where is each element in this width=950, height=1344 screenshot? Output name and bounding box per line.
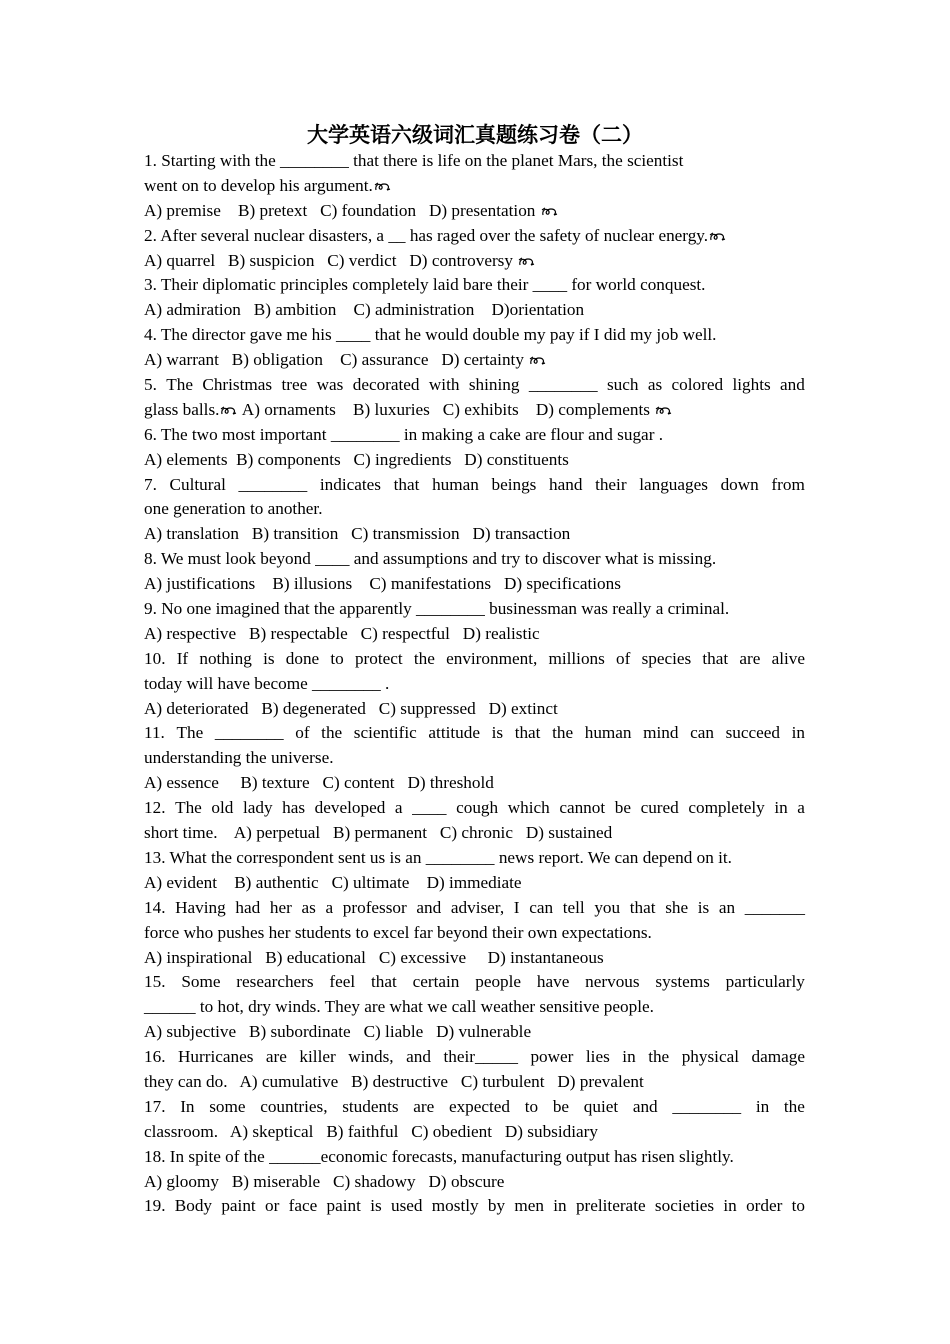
line-text: went on to develop his argument. <box>144 175 373 195</box>
text-line <box>144 995 805 1020</box>
text-line <box>144 622 805 647</box>
line-text: A) translation B) transition C) transmission D) transaction <box>144 524 571 544</box>
word: can <box>690 723 714 743</box>
word: killer <box>299 1047 336 1067</box>
word: succeed <box>725 723 780 743</box>
word: I <box>513 897 520 917</box>
word: ____ <box>412 798 447 818</box>
word: the <box>413 648 435 668</box>
text-line <box>144 796 805 821</box>
line-text: 8. We must look beyond ____ and assumptions and try to discover what is missing. <box>144 549 717 569</box>
word: such <box>606 375 639 395</box>
text-line <box>144 224 805 249</box>
word: professor <box>342 897 407 917</box>
line-text: glass balls. <box>144 399 220 419</box>
word: students <box>342 1096 399 1116</box>
text-line <box>144 323 805 348</box>
word: and <box>780 375 805 395</box>
line-text: short time. A) perpetual B) permanent C) chronic D) sustained <box>144 823 613 843</box>
paragraph-mark-icon <box>709 231 727 242</box>
word: a <box>797 798 805 818</box>
word: protect <box>354 648 403 668</box>
line-text: 1. Starting with the ________ that there is life on the planet Mars, the scientist <box>144 151 684 170</box>
word: certain <box>412 972 460 992</box>
word: the <box>321 723 343 743</box>
word: 5. <box>144 375 157 395</box>
word: she <box>665 897 689 917</box>
word: old <box>211 798 234 818</box>
text-line <box>144 1194 805 1219</box>
word: and <box>416 897 442 917</box>
word: are <box>265 1047 287 1067</box>
word: lights <box>732 375 771 395</box>
word: as <box>301 897 316 917</box>
word: be <box>614 798 631 818</box>
line-text: A) elements B) components C) ingredients D) constituents <box>144 449 569 469</box>
word: which <box>507 798 550 818</box>
word: in <box>755 1096 770 1116</box>
word: that <box>371 972 397 992</box>
line-text: 6. The two most important ________ in making a cake are flour and sugar . <box>144 424 664 444</box>
word: ________ <box>672 1096 742 1116</box>
word: winds, <box>348 1047 394 1067</box>
word: their <box>595 474 627 494</box>
word: millions <box>548 648 605 668</box>
paragraph-mark-icon <box>518 256 536 267</box>
word: that <box>702 648 729 668</box>
word: done <box>285 648 320 668</box>
line-text: A) evident B) authentic C) ultimate D) immediate <box>144 872 522 892</box>
word: Cultural <box>169 474 226 494</box>
word: developed <box>314 798 386 818</box>
word: of <box>295 723 310 743</box>
word: is <box>263 648 275 668</box>
word: Hurricanes <box>178 1047 254 1067</box>
word: 10. <box>144 648 166 668</box>
line-text: A) subjective B) subordinate C) liable D) vulnerable <box>144 1022 532 1042</box>
word: Some <box>181 972 221 992</box>
word: used <box>390 1196 423 1216</box>
word: colored <box>671 375 724 395</box>
word: that <box>629 897 656 917</box>
word: shining <box>468 375 520 395</box>
word: nothing <box>199 648 252 668</box>
word: feel <box>329 972 356 992</box>
text-line <box>144 348 805 373</box>
word: a <box>394 798 403 818</box>
word: has <box>282 798 306 818</box>
word: in <box>553 1196 567 1216</box>
word: paint <box>221 1196 256 1216</box>
line-text: understanding the universe. <box>144 748 334 768</box>
line-text: today will have become ________ . <box>144 673 390 693</box>
text-line <box>144 547 805 572</box>
word: lady <box>242 798 273 818</box>
text-line <box>144 1045 805 1070</box>
text-line <box>144 970 805 995</box>
text-line <box>144 398 805 423</box>
word: If <box>176 648 189 668</box>
word: 7. <box>144 474 157 494</box>
word: Christmas <box>202 375 273 395</box>
word: damage <box>751 1047 805 1067</box>
text-line <box>144 721 805 746</box>
word: had <box>235 897 261 917</box>
word: completely <box>688 798 765 818</box>
line-text: ______ to hot, dry winds. They are what we call weather sensitive people. <box>144 997 654 1017</box>
word: are <box>413 1096 435 1116</box>
line-text: A) ornaments B) luxuries C) exhibits D) complements <box>238 399 655 419</box>
word: adviser, <box>450 897 505 917</box>
text-line <box>144 1020 805 1045</box>
word: ________ <box>238 474 308 494</box>
word: mostly <box>431 1196 479 1216</box>
word: order <box>746 1196 783 1216</box>
word: by <box>487 1196 506 1216</box>
line-text: 4. The director gave me his ____ that he would double my pay if I did my job well. <box>144 325 717 345</box>
word: that <box>393 474 420 494</box>
paragraph-mark-icon <box>220 405 238 416</box>
text-line <box>144 647 805 672</box>
text-line <box>144 448 805 473</box>
word: beings <box>491 474 537 494</box>
line-text: A) warrant B) obligation C) assurance D) certainty <box>144 350 529 370</box>
text-line <box>144 1170 805 1195</box>
word: 14. <box>144 897 166 917</box>
text-line <box>144 1120 805 1145</box>
word: as <box>647 375 663 395</box>
text-line <box>144 149 805 174</box>
word: environment, <box>446 648 538 668</box>
word: tree <box>281 375 308 395</box>
line-text: 18. In spite of the ______economic forecasts, manufacturing output has risen slightly. <box>144 1146 734 1166</box>
line-text: classroom. A) skeptical B) faithful C) obedient D) subsidiary <box>144 1121 598 1141</box>
text-line <box>144 697 805 722</box>
text-line <box>144 1145 805 1170</box>
word: languages <box>639 474 708 494</box>
word: face <box>288 1196 318 1216</box>
word: from <box>771 474 805 494</box>
word: Body <box>174 1196 213 1216</box>
word: systems <box>655 972 710 992</box>
word: expected <box>448 1096 511 1116</box>
word: cough <box>456 798 499 818</box>
word: in <box>774 798 788 818</box>
text-line <box>144 199 805 224</box>
text-line <box>144 1095 805 1120</box>
word: physical <box>681 1047 739 1067</box>
text-line <box>144 572 805 597</box>
text-line <box>144 423 805 448</box>
word: are <box>739 648 761 668</box>
text-line <box>144 1070 805 1095</box>
paragraph-mark-icon <box>529 355 547 366</box>
word: down <box>720 474 759 494</box>
word: the <box>783 1096 805 1116</box>
word: can <box>529 897 554 917</box>
word: _______ <box>744 897 805 917</box>
word: nervous <box>585 972 640 992</box>
line-text: A) inspirational B) educational C) excessive D) instantaneous <box>144 947 604 967</box>
word: 12. <box>144 798 166 818</box>
text-line <box>144 921 805 946</box>
word: to <box>524 1096 539 1116</box>
line-text: A) admiration B) ambition C) administration D)orientation <box>144 300 585 320</box>
line-text: A) quarrel B) suspicion C) verdict D) controversy <box>144 250 518 270</box>
line-text: A) respective B) respectable C) respectful D) realistic <box>144 623 540 643</box>
text-line <box>144 821 805 846</box>
word: hand <box>549 474 583 494</box>
word: 17. <box>144 1096 166 1116</box>
word: an <box>718 897 736 917</box>
word: her <box>269 897 292 917</box>
text-line <box>144 298 805 323</box>
word: in <box>622 1047 636 1067</box>
word: The <box>176 723 204 743</box>
word: species <box>641 648 692 668</box>
text-line <box>144 522 805 547</box>
word: a <box>325 897 334 917</box>
word: 19. <box>144 1196 166 1216</box>
word: preliterate <box>575 1196 646 1216</box>
word: cannot <box>559 798 606 818</box>
line-text: A) essence B) texture C) content D) threshold <box>144 773 494 793</box>
word: quiet <box>583 1096 619 1116</box>
line-text: 3. Their diplomatic principles completely laid bare their ____ for world conquest. <box>144 275 706 295</box>
word: researchers <box>236 972 314 992</box>
word: alive <box>771 648 805 668</box>
word: human <box>584 723 632 743</box>
paragraph-mark-icon <box>655 405 673 416</box>
word: you <box>594 897 621 917</box>
word: be <box>552 1096 570 1116</box>
word: cured <box>640 798 679 818</box>
text-line <box>144 771 805 796</box>
line-text: force who pushes her students to excel far beyond their own expectations. <box>144 922 652 942</box>
text-line <box>144 672 805 697</box>
word: and <box>632 1096 658 1116</box>
word: 11. <box>144 723 165 743</box>
word: 16. <box>144 1047 166 1067</box>
word: some <box>209 1096 246 1116</box>
word: in <box>791 723 805 743</box>
word: tell <box>562 897 585 917</box>
text-line <box>144 946 805 971</box>
line-text: one generation to another. <box>144 499 323 519</box>
line-text: A) gloomy B) miserable C) shadowy D) obscure <box>144 1171 505 1191</box>
word: is <box>370 1196 382 1216</box>
paragraph-mark-icon <box>541 206 559 217</box>
word: Having <box>175 897 226 917</box>
word: attitude <box>428 723 480 743</box>
word: The <box>166 375 193 395</box>
word: to <box>330 648 344 668</box>
word: the <box>648 1047 670 1067</box>
question-list <box>144 149 805 1219</box>
word: and <box>406 1047 431 1067</box>
word: is <box>697 897 710 917</box>
paragraph-mark-icon <box>374 181 392 192</box>
line-text: they can do. A) cumulative B) destructive C) turbulent D) prevalent <box>144 1071 644 1091</box>
word: human <box>432 474 479 494</box>
document-title: 大学英语六级词汇真题练习卷（二） <box>307 122 643 147</box>
text-line <box>144 497 805 522</box>
word: paint <box>326 1196 361 1216</box>
word: men <box>514 1196 544 1216</box>
word: was <box>316 375 344 395</box>
text-line <box>144 273 805 298</box>
word: ________ <box>528 375 598 395</box>
word: mind <box>643 723 679 743</box>
text-line <box>144 174 805 199</box>
text-line <box>144 746 805 771</box>
word: lies <box>585 1047 610 1067</box>
line-text: A) justifications B) illusions C) manifestations D) specifications <box>144 574 621 594</box>
word: that <box>514 723 541 743</box>
word: indicates <box>319 474 381 494</box>
word: the <box>552 723 574 743</box>
text-line <box>144 373 805 398</box>
word: countries, <box>260 1096 328 1116</box>
text-line <box>144 846 805 871</box>
line-text: 13. What the correspondent sent us is an ________ news report. We can depend on it. <box>144 847 732 867</box>
text-line <box>144 871 805 896</box>
line-text: A) premise B) pretext C) foundation D) presentation <box>144 200 540 220</box>
word: of <box>616 648 631 668</box>
line-text: A) deteriorated B) degenerated C) suppressed D) extinct <box>144 698 558 718</box>
word: in <box>723 1196 737 1216</box>
word: decorated <box>352 375 420 395</box>
word: The <box>175 798 202 818</box>
word: their_____ <box>443 1047 518 1067</box>
word: 15. <box>144 972 166 992</box>
word: power <box>530 1047 574 1067</box>
word: or <box>265 1196 280 1216</box>
text-line <box>144 473 805 498</box>
text-line <box>144 896 805 921</box>
word: to <box>791 1196 805 1216</box>
line-text: 9. No one imagined that the apparently ________ businessman was really a criminal. <box>144 599 730 619</box>
word: In <box>180 1096 195 1116</box>
word: have <box>536 972 570 992</box>
text-line <box>144 597 805 622</box>
word: with <box>428 375 460 395</box>
line-text: 2. After several nuclear disasters, a __ has raged over the safety of nuclear energy. <box>144 225 709 245</box>
word: is <box>491 723 504 743</box>
word: people <box>475 972 522 992</box>
word: ________ <box>214 723 284 743</box>
word: societies <box>654 1196 715 1216</box>
text-line <box>144 249 805 274</box>
word: scientific <box>353 723 417 743</box>
word: particularly <box>725 972 805 992</box>
